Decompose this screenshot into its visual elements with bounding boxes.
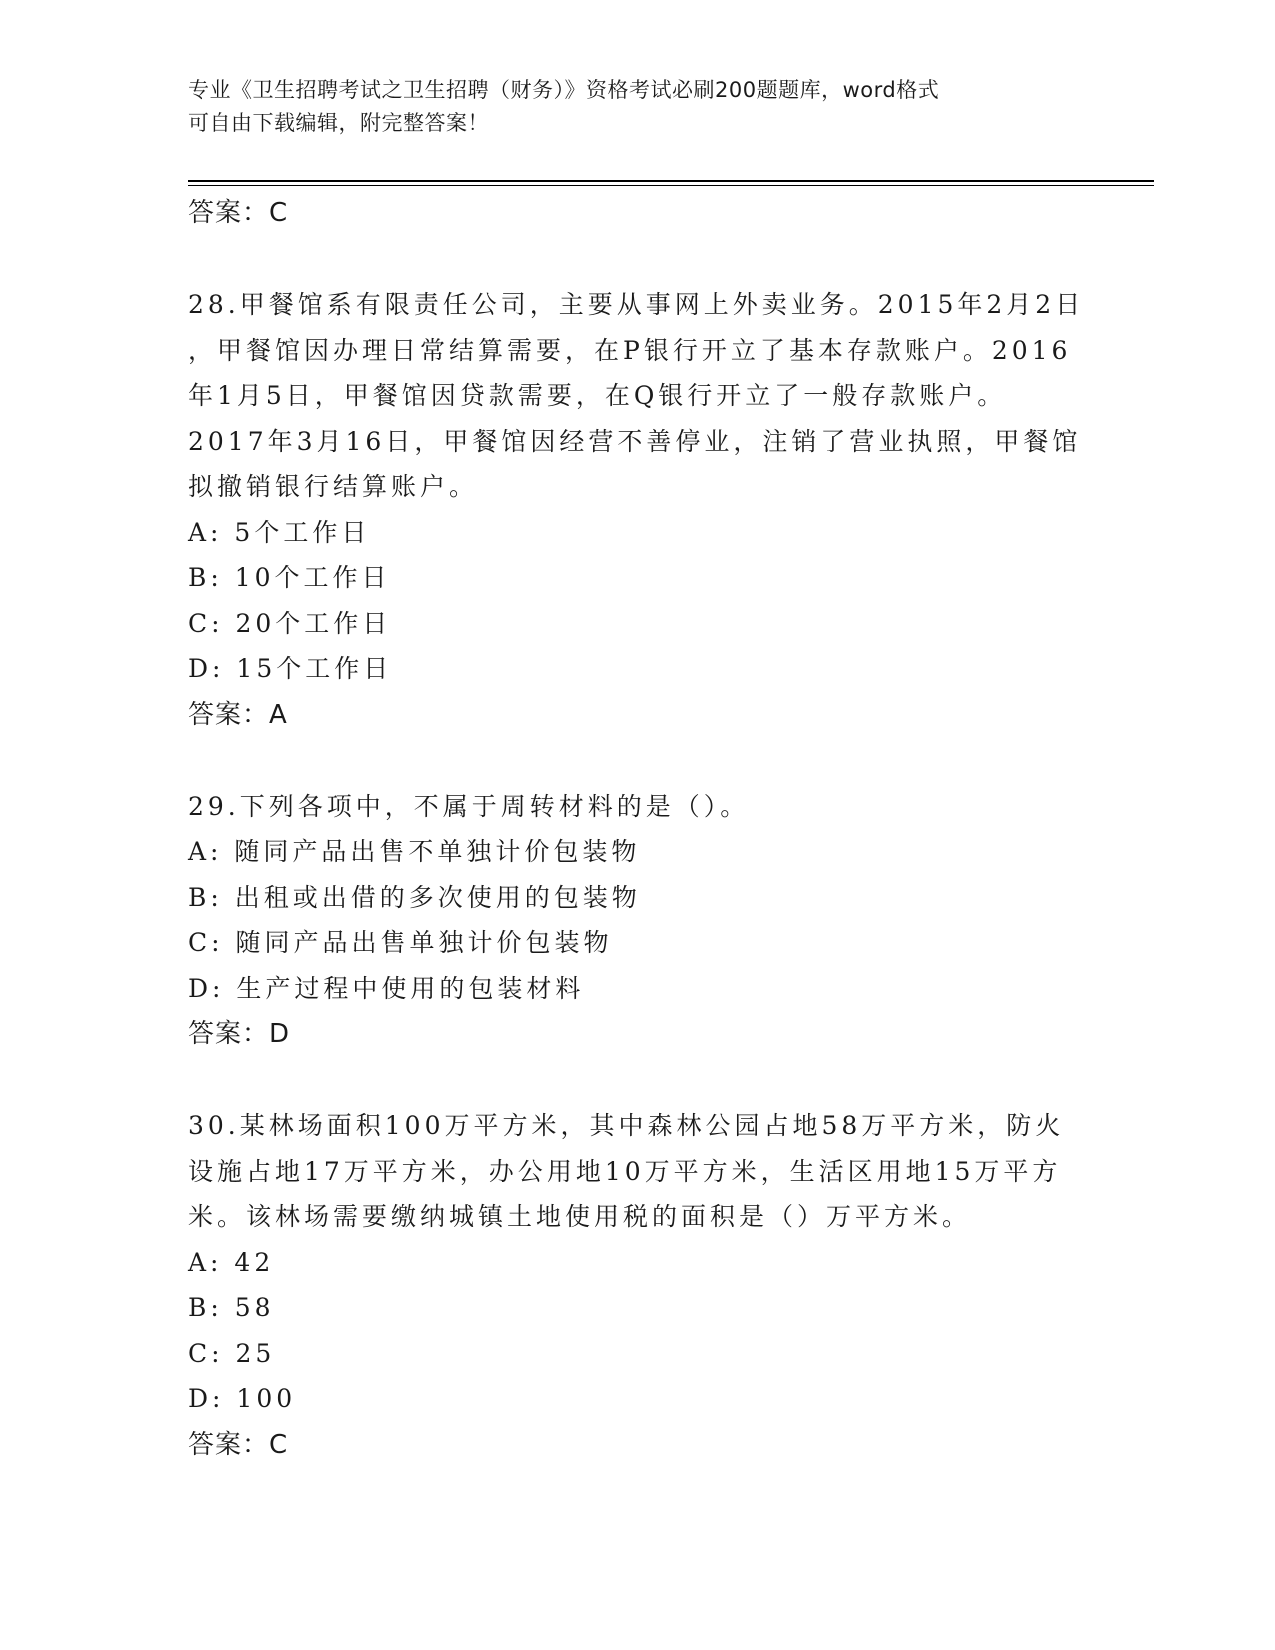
option-b: B: 出租或出借的多次使用的包装物 xyxy=(188,882,641,912)
question-30 xyxy=(188,1103,1088,1468)
question-stem: 29.下列各项中，不属于周转材料的是（）。 xyxy=(188,791,750,821)
option-b: B: 10个工作日 xyxy=(188,563,391,592)
answer-line: 答案：C xyxy=(188,1429,289,1460)
question-stem: 30.某林场面积100万平方米，其中森林公园占地58万平方米，防火 设施占地17万平方米，办公用地10万平方米，生活区用地15万平方 米。该林场需要缴纳城镇土地使用税的面积是（）万平方米。 xyxy=(188,1111,1065,1231)
answer-line: 答案：D xyxy=(188,1019,291,1049)
option-c: C: 20个工作日 xyxy=(188,608,392,638)
header-divider-thin xyxy=(188,185,1154,186)
previous-answer: 答案：C xyxy=(188,198,289,228)
option-b: B: 58 xyxy=(188,1293,275,1322)
option-a: A: 42 xyxy=(188,1247,275,1277)
document-header xyxy=(188,74,1088,140)
option-c: C: 25 xyxy=(188,1338,276,1368)
question-29 xyxy=(188,784,1088,1058)
option-d: D: 100 xyxy=(188,1384,297,1413)
answer-line: 答案：A xyxy=(188,699,288,730)
option-d: D: 生产过程中使用的包装材料 xyxy=(188,973,585,1003)
option-d: D: 15个工作日 xyxy=(188,654,393,683)
option-a: A: 5个工作日 xyxy=(188,517,371,547)
option-a: A: 随同产品出售不单独计价包装物 xyxy=(188,837,641,866)
option-c: C: 随同产品出售单独计价包装物 xyxy=(188,928,613,957)
header-line-2: 可自由下载编辑，附完整答案！ xyxy=(188,111,489,135)
question-28 xyxy=(188,282,1088,738)
header-divider-thick xyxy=(188,180,1154,182)
header-line-1: 专业《卫生招聘考试之卫生招聘（财务）》资格考试必刷200题题库，word格式 xyxy=(188,78,940,102)
question-stem: 28.甲餐馆系有限责任公司，主要从事网上外卖业务。2015年2月2日 ，甲餐馆因办理日常结算需要，在P银行开立了基本存款账户。2016 年1月5日，甲餐馆因贷款需要，在Q银行开立了一般存款账户。 2017年3月16日，甲餐馆因经营不善停业，注销了营业执照，甲餐馆 拟撤销银行结算账户。 xyxy=(188,290,1085,501)
question-content xyxy=(188,190,1088,1468)
